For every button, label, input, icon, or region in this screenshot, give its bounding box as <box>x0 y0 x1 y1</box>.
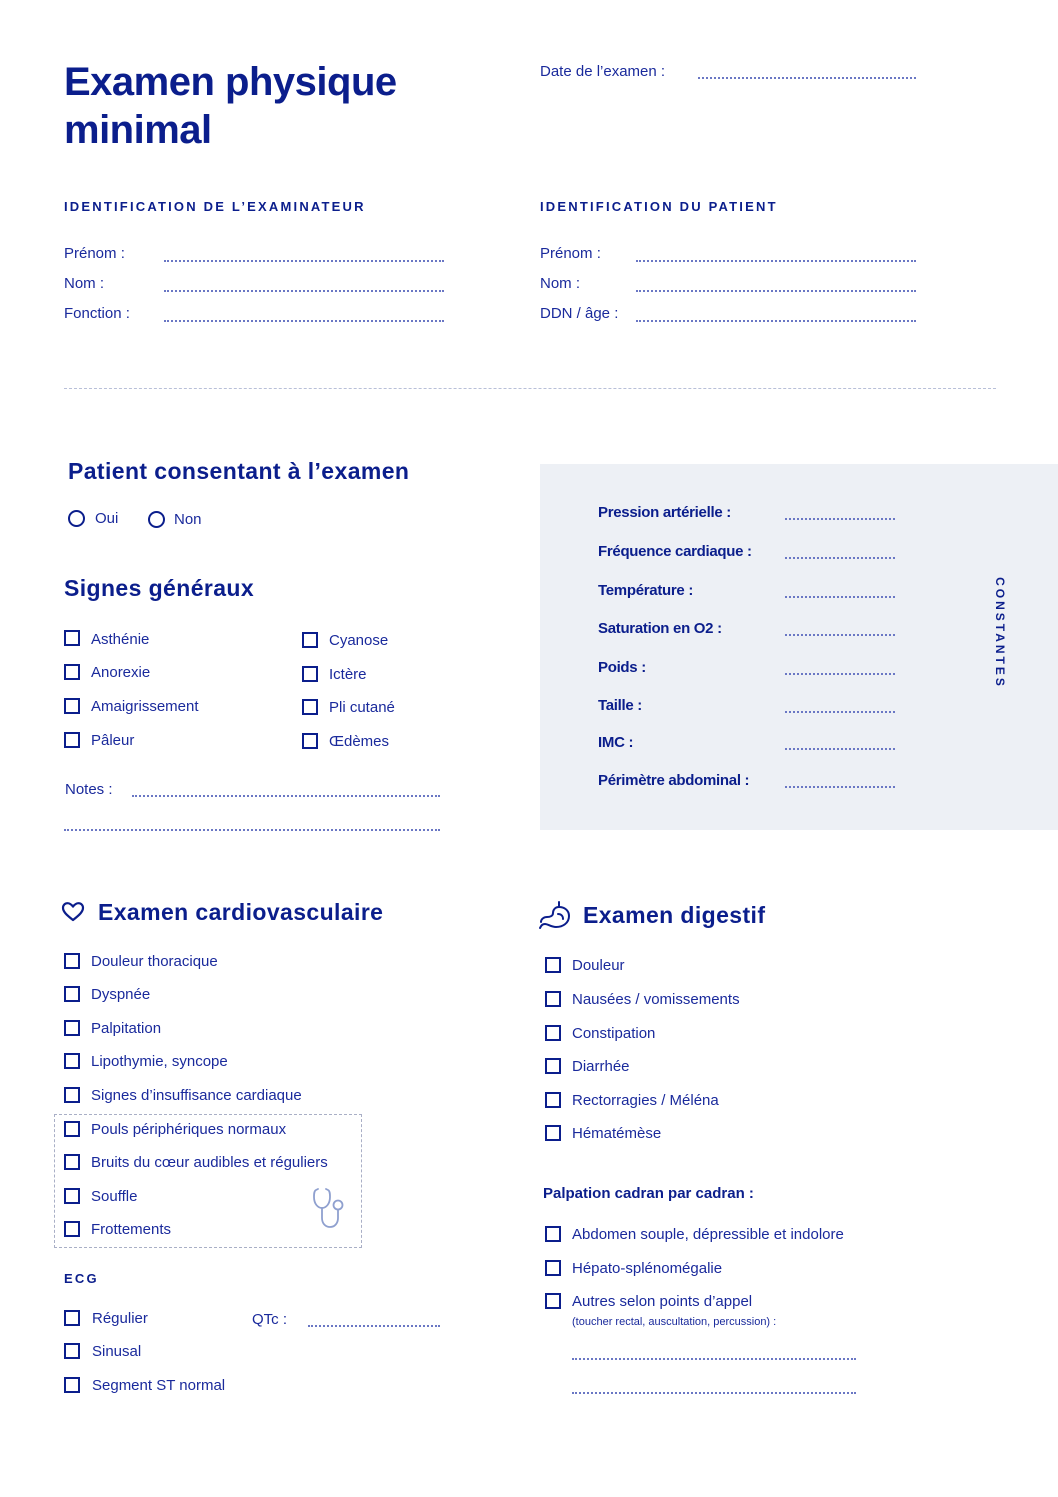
other-findings-label: Autres selon points d’appel <box>572 1293 753 1310</box>
asthenia-checkbox[interactable] <box>64 630 80 646</box>
consent-yes-radio[interactable] <box>68 510 85 527</box>
soft-abdomen-label: Abdomen souple, dépressible et indolore <box>572 1226 844 1243</box>
examiner-firstname-field[interactable] <box>164 260 444 262</box>
skin-fold-label: Pli cutané <box>329 699 395 716</box>
other-findings-line-2[interactable] <box>572 1392 856 1394</box>
examiner-function-label: Fonction : <box>64 305 130 322</box>
ecg-sinus-label: Sinusal <box>92 1343 142 1360</box>
weight-field[interactable] <box>785 673 895 675</box>
nausea-checkbox[interactable] <box>545 991 561 1007</box>
palpation-heading: Palpation cadran par cadran : <box>543 1185 754 1202</box>
skin-fold-checkbox[interactable] <box>302 699 318 715</box>
diarrhea-checkbox[interactable] <box>545 1058 561 1074</box>
patient-firstname-label: Prénom : <box>540 245 601 262</box>
chest-pain-checkbox[interactable] <box>64 953 80 969</box>
heart-failure-checkbox[interactable] <box>64 1087 80 1103</box>
jaundice-checkbox[interactable] <box>302 666 318 682</box>
heart-icon <box>61 901 85 923</box>
height-field[interactable] <box>785 711 895 713</box>
qtc-field[interactable] <box>308 1325 440 1327</box>
rub-label: Frottements <box>91 1221 172 1238</box>
blood-pressure-field[interactable] <box>785 518 895 520</box>
nausea-label: Nausées / vomissements <box>572 991 740 1008</box>
heart-sounds-checkbox[interactable] <box>64 1154 80 1170</box>
patient-heading: IDENTIFICATION DU PATIENT <box>540 199 778 214</box>
consent-no-label: Non <box>174 511 202 528</box>
dyspnea-label: Dyspnée <box>91 986 151 1003</box>
edema-checkbox[interactable] <box>302 733 318 749</box>
hepatosplenomegaly-checkbox[interactable] <box>545 1260 561 1276</box>
consent-no-radio[interactable] <box>148 511 165 528</box>
edema-label: Œdèmes <box>329 733 390 750</box>
patient-dob-field[interactable] <box>636 320 916 322</box>
page-title: Examen physique minimal <box>64 60 397 152</box>
stethoscope-icon <box>310 1186 346 1230</box>
abdominal-pain-label: Douleur <box>572 957 625 974</box>
oxygen-saturation-field[interactable] <box>785 634 895 636</box>
bmi-label: IMC : <box>598 734 634 751</box>
anorexia-checkbox[interactable] <box>64 664 80 680</box>
pallor-checkbox[interactable] <box>64 732 80 748</box>
examiner-function-field[interactable] <box>164 320 444 322</box>
abdominal-pain-checkbox[interactable] <box>545 957 561 973</box>
examiner-firstname-label: Prénom : <box>64 245 125 262</box>
consent-yes-label: Oui <box>95 510 119 527</box>
rectal-bleeding-label: Rectorragies / Méléna <box>572 1092 719 1109</box>
syncope-label: Lipothymie, syncope <box>91 1053 228 1070</box>
chest-pain-label: Douleur thoracique <box>91 953 218 970</box>
weight-loss-label: Amaigrissement <box>91 698 199 715</box>
patient-lastname-label: Nom : <box>540 275 581 292</box>
ecg-regular-checkbox[interactable] <box>64 1310 80 1326</box>
hepatosplenomegaly-label: Hépato-splénomégalie <box>572 1260 723 1277</box>
notes-field-line-1[interactable] <box>132 795 440 797</box>
temperature-field[interactable] <box>785 596 895 598</box>
patient-dob-label: DDN / âge : <box>540 305 619 322</box>
hematemesis-label: Hématémèse <box>572 1125 662 1142</box>
rectal-bleeding-checkbox[interactable] <box>545 1092 561 1108</box>
exam-date-field[interactable] <box>698 77 916 79</box>
oxygen-saturation-label: Saturation en O2 : <box>598 620 722 637</box>
cardio-heading: Examen cardiovasculaire <box>98 899 384 925</box>
general-signs-heading: Signes généraux <box>64 575 255 601</box>
consent-heading: Patient consentant à l’examen <box>68 458 410 484</box>
section-divider <box>64 388 996 389</box>
constipation-label: Constipation <box>572 1025 656 1042</box>
anorexia-label: Anorexie <box>91 664 151 681</box>
soft-abdomen-checkbox[interactable] <box>545 1226 561 1242</box>
diarrhea-label: Diarrhée <box>572 1058 630 1075</box>
ecg-heading: ECG <box>64 1271 99 1286</box>
hematemesis-checkbox[interactable] <box>545 1125 561 1141</box>
heart-rate-field[interactable] <box>785 557 895 559</box>
ecg-sinus-checkbox[interactable] <box>64 1343 80 1359</box>
height-label: Taille : <box>598 697 642 714</box>
ecg-regular-label: Régulier <box>92 1310 148 1327</box>
heart-sounds-label: Bruits du cœur audibles et réguliers <box>91 1154 328 1171</box>
patient-firstname-field[interactable] <box>636 260 916 262</box>
bmi-field[interactable] <box>785 748 895 750</box>
peripheral-pulses-checkbox[interactable] <box>64 1121 80 1137</box>
dyspnea-checkbox[interactable] <box>64 986 80 1002</box>
notes-label: Notes : <box>65 781 113 798</box>
peripheral-pulses-label: Pouls périphériques normaux <box>91 1121 287 1138</box>
murmur-checkbox[interactable] <box>64 1188 80 1204</box>
waist-circumference-label: Périmètre abdominal : <box>598 772 750 789</box>
examiner-lastname-field[interactable] <box>164 290 444 292</box>
digestive-heading: Examen digestif <box>583 902 766 928</box>
exam-date-label: Date de l’examen : <box>540 63 666 80</box>
palpitation-checkbox[interactable] <box>64 1020 80 1036</box>
pallor-label: Pâleur <box>91 732 135 749</box>
weight-loss-checkbox[interactable] <box>64 698 80 714</box>
asthenia-label: Asthénie <box>91 631 150 648</box>
vitals-side-label: CONSTANTES <box>993 577 1007 689</box>
examiner-heading: IDENTIFICATION DE L’EXAMINATEUR <box>64 199 366 214</box>
patient-lastname-field[interactable] <box>636 290 916 292</box>
weight-label: Poids : <box>598 659 646 676</box>
notes-field-line-2[interactable] <box>64 829 440 831</box>
rub-checkbox[interactable] <box>64 1221 80 1237</box>
cyanosis-checkbox[interactable] <box>302 632 318 648</box>
syncope-checkbox[interactable] <box>64 1053 80 1069</box>
stomach-icon <box>538 900 574 932</box>
heart-failure-label: Signes d’insuffisance cardiaque <box>91 1087 302 1104</box>
temperature-label: Température : <box>598 582 694 599</box>
constipation-checkbox[interactable] <box>545 1025 561 1041</box>
ecg-st-label: Segment ST normal <box>92 1377 226 1394</box>
other-findings-note: (toucher rectal, auscultation, percussion) : <box>572 1316 777 1328</box>
examiner-lastname-label: Nom : <box>64 275 105 292</box>
palpitation-label: Palpitation <box>91 1020 162 1037</box>
cyanosis-label: Cyanose <box>329 632 389 649</box>
blood-pressure-label: Pression artérielle : <box>598 504 731 521</box>
waist-circumference-field[interactable] <box>785 786 895 788</box>
ecg-st-checkbox[interactable] <box>64 1377 80 1393</box>
murmur-label: Souffle <box>91 1188 138 1205</box>
other-findings-line-1[interactable] <box>572 1358 856 1360</box>
qtc-label: QTc : <box>252 1311 288 1328</box>
other-findings-checkbox[interactable] <box>545 1293 561 1309</box>
jaundice-label: Ictère <box>329 666 367 683</box>
heart-rate-label: Fréquence cardiaque : <box>598 543 752 560</box>
